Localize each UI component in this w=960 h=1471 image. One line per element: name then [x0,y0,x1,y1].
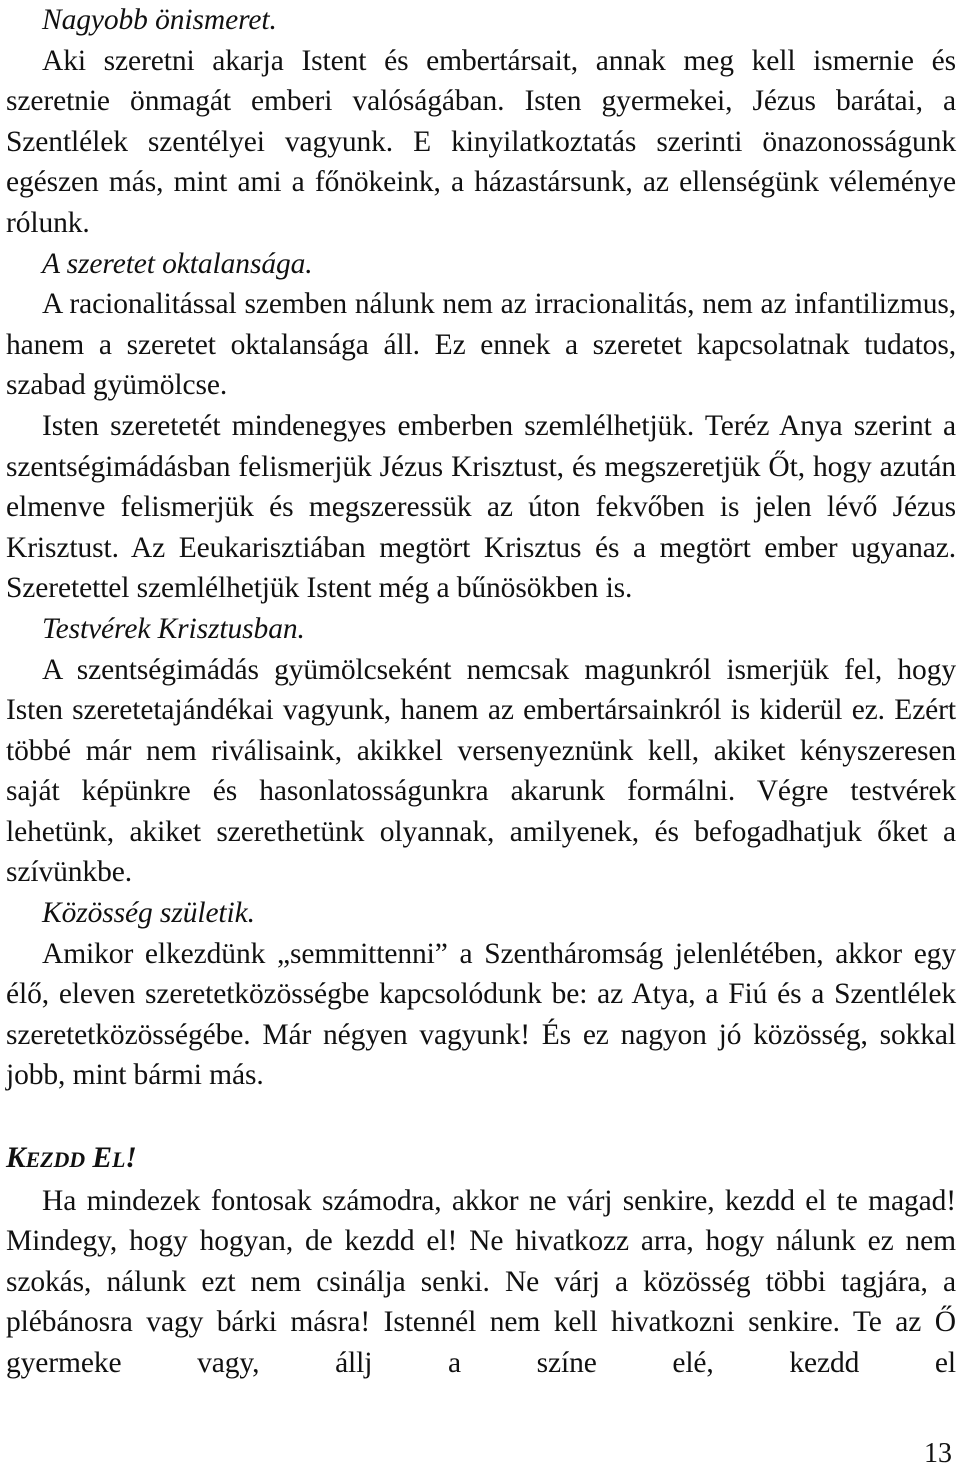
section-title-start [6,1138,956,1181]
paragraph-self-knowledge: Aki szeretni akarja Istent és embertársait, annak meg kell ismernie és szeretnie önmagát emberi valóságában. Isten gyermekei, Jézus barátai, a Szentlélek szentélyei vagyunk. E kinyilatkoztatás szerinti önazonosságunk egészen más, mint ami a főnökeink, a házastársunk, az ellenségünk véleménye rólunk. [6,44,956,239]
paragraph-love-irrationality: A racionalitással szemben nálunk nem az irracionalitás, nem az infantilizmus, hanem a szeretet oktalansága áll. Ez ennek a szeretet kapcsolatnak tudatos, szabad gyümölcse. [6,288,956,402]
page-number: 13 [924,1438,952,1469]
title-initial-k: K [6,1142,26,1175]
subheading-brothers-in-christ: Testvérek Krisztusban. [42,612,305,645]
title-initial-e: E [92,1142,112,1175]
paragraph-contemplation: Isten szeretetét mindenegyes emberben szemlélhetjük. Teréz Anya szerint a szentségimádásban felismerjük Jézus Krisztust, és megszeretjük Őt, hogy azután elmenve felismerjük és megszeressük az úton fekvőben is jelen lévő Jézus Krisztust. Az Eeukarisztiában megtört Krisztus és a megtört ember ugyanaz. Szeretettel szemlélhetjük Istent még a bűnösökben is. [6,409,956,605]
document-page [6,0,956,1384]
paragraph-start: Ha mindezek fontosak számodra, akkor ne várj senkire, kezdd el te magad! Mindegy, hogy hogyan, de kezdd el! Ne hivatkozz arra, hogy nálunk ez nem szokás, nálunk ezt nem csinálja senki. Ne várj a közösség többi tagjára, a plébánosra vagy bárki másra! Istennél nem kell hivatkozni senkire. Te az Ő gyermeke vagy, állj a színe elé, kezdd el [6,1184,956,1379]
title-punctuation: ! [125,1142,137,1175]
subheading-community-born: Közösség születik. [42,897,255,930]
title-rest-l: L [111,1147,126,1173]
paragraph-community-born: Amikor elkezdünk „semmittenni” a Szentháromság jelenlétében, akkor egy élő, eleven szeretetközösségbe kapcsolódunk be: az Atya, a Fiú és a Szentlélek szeretetközösségébe. Már négyen vagyunk! És ez nagyon jó közösség, sokkal jobb, mint bármi más. [6,937,956,1092]
subheading-love-irrationality: A szeretet oktalansága. [42,247,313,280]
paragraph-brothers-in-christ: A szentségimádás gyümölcseként nemcsak magunkról ismerjük fel, hogy Isten szeretetajándékai vagyunk, hanem az embertársainkról is kiderül ez. Ezért többé már nem riválisaink, akikkel versenyeznünk kell, akiket kényszeresen saját képünkre és hasonlatosságunkra akarunk formálni. Végre testvérek lehetünk, akiket szerethetünk olyannak, amilyenek, és befogadhatjuk őket a szívünkbe. [6,653,956,889]
subheading-self-knowledge: Nagyobb önismeret. [42,4,277,36]
title-rest-ezdd: EZDD [25,1147,86,1173]
